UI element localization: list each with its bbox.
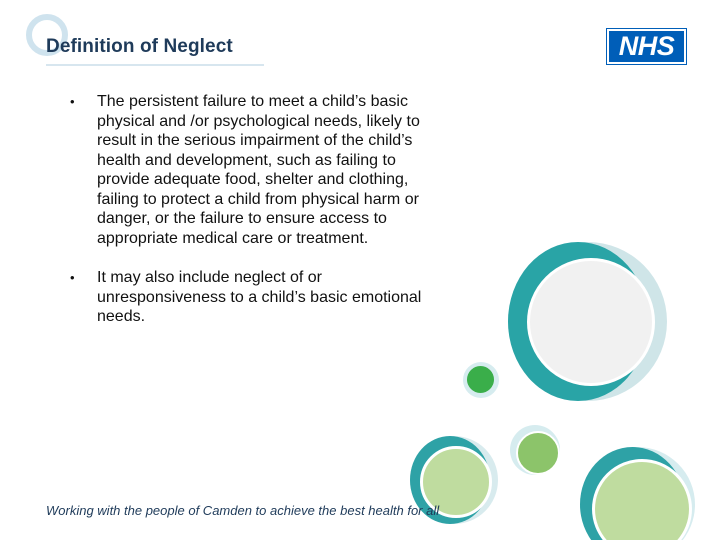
bullet-item <box>58 268 478 327</box>
decorative-circle-large-fill <box>527 258 655 386</box>
bullet-text: The persistent failure to meet a child’s basic physical and /or psychological needs, likely to result in the serious impairment of the child’s health and development, such as failing to provide adequate food, shelter and clothing, failing to protect a child from physical harm or danger, or the failure to ensure access to appropriate medical care or treatment. <box>97 93 420 247</box>
bullet-text: It may also include neglect of or unresponsiveness to a child’s basic emotional needs. <box>97 269 422 325</box>
bullet-list <box>58 92 478 327</box>
title-underline <box>46 64 264 66</box>
bullet-item <box>58 92 478 248</box>
bullet-marker: • <box>70 94 75 109</box>
slide-title: Definition of Neglect <box>46 36 233 57</box>
bullet-marker: • <box>70 270 75 285</box>
decorative-circle-small-fill <box>467 366 494 393</box>
footer-tagline: Working with the people of Camden to achieve the best health for all <box>46 503 440 518</box>
nhs-logo: NHS <box>609 31 684 62</box>
decorative-circle-green-fill <box>516 431 560 475</box>
